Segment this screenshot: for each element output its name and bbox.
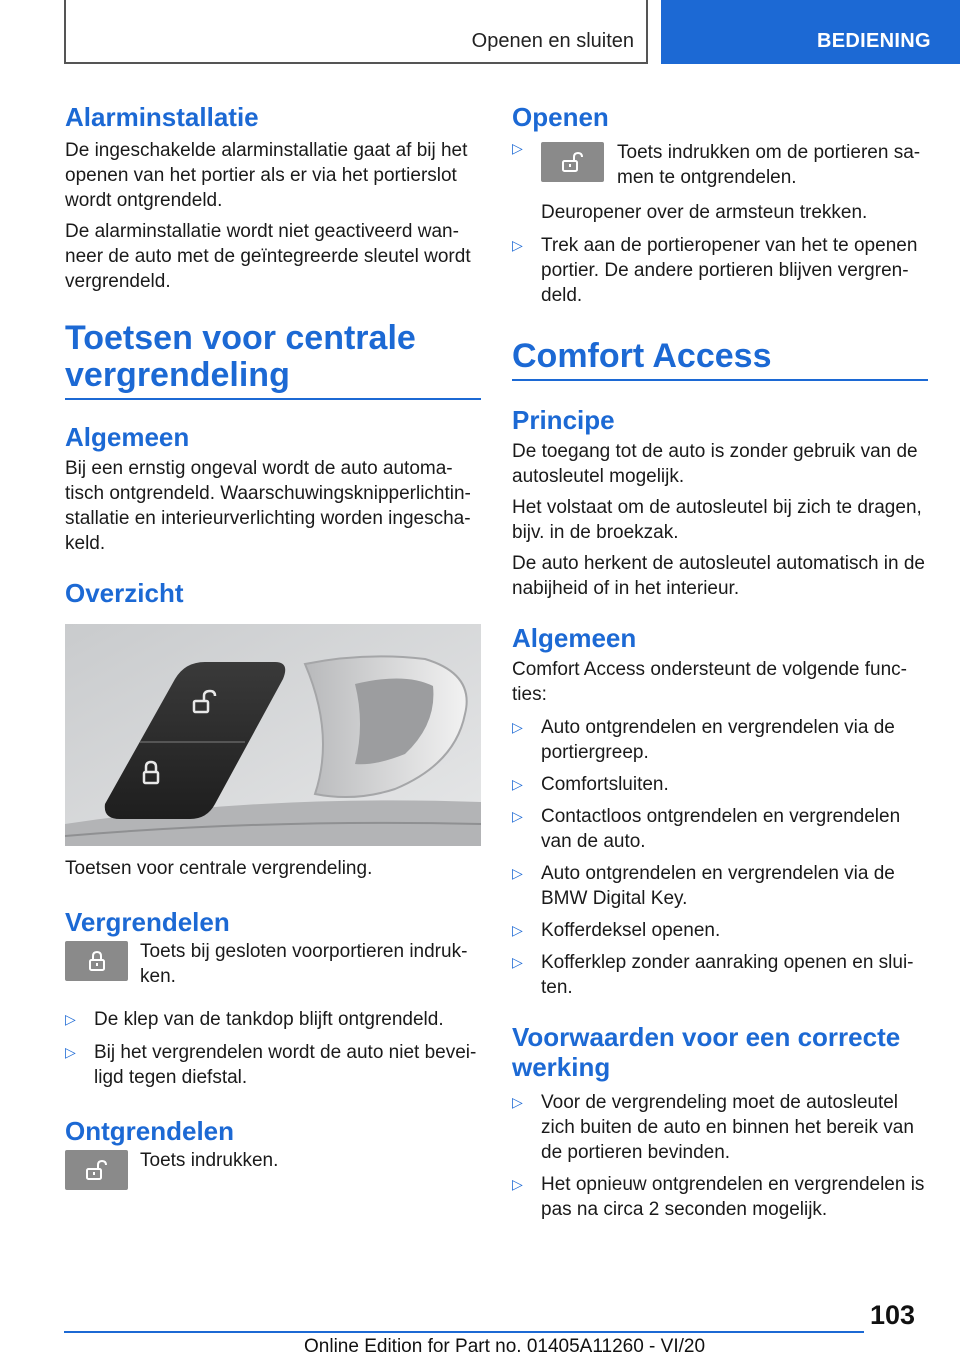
bullet-triangle-icon: ▷ — [512, 237, 523, 253]
principle-paragraph-1: De toegang tot de auto is zonder gebruik van de autosleutel mogelijk. — [512, 441, 918, 487]
unlock-icon — [561, 151, 585, 173]
photo-caption: Toetsen voor centrale vergrendeling. — [65, 858, 373, 879]
list-item: ▷ Kofferdeksel openen. — [512, 920, 721, 941]
header-section-box — [64, 0, 648, 64]
principle-paragraph-2: Het volstaat om de autosleutel bij zich te dragen, bijv. in de broekzak. — [512, 497, 922, 543]
unlock-icon — [85, 1159, 109, 1181]
header-chapter-tab[interactable] — [661, 0, 960, 64]
list-item: ▷ Trek aan de portieropener van het te openen portier. De andere portieren blijven vergren-deld. — [512, 235, 918, 306]
list-item: ▷ De klep van de tankdop blijft ontgrendeld. — [65, 1009, 444, 1030]
requirements-title: Voorwaarden voor een correcte werking — [512, 1022, 901, 1082]
lock-title: Vergrendelen — [65, 907, 230, 937]
header-section: Openen en sluiten — [471, 30, 634, 52]
alarm-title: Alarminstallatie — [65, 102, 259, 132]
bullet-triangle-icon: ▷ — [512, 1094, 523, 1110]
unlock-title: Ontgrendelen — [65, 1116, 235, 1146]
list-item: ▷ Auto ontgrendelen en vergrendelen via de portiergreep. — [512, 717, 895, 763]
open-key-row — [512, 140, 928, 190]
lock-key[interactable] — [65, 941, 128, 981]
lock-bullets — [65, 1007, 481, 1090]
footer-divider — [64, 1331, 864, 1333]
list-item: ▷ Auto ontgrendelen en vergrendelen via de BMW Digital Key. — [512, 863, 895, 909]
principle-title: Principe — [512, 405, 615, 435]
left-column — [65, 98, 481, 1188]
alarm-paragraph-1: De ingeschakelde alarminstallatie gaat af bij het openen van het portier als er via het portierslot wordt ontgrendeld. — [65, 140, 468, 211]
list-item: ▷ Voor de vergrendeling moet de autosleutel zich buiten de auto en binnen het bereik van de portieren bevinden. — [512, 1092, 914, 1163]
list-item: ▷ Bij het vergrendelen wordt de auto niet bevei-ligd tegen diefstal. — [65, 1042, 477, 1088]
open-key-text: Toets indrukken om de portieren sa-men te ontgrendelen. — [617, 142, 921, 188]
lock-key-text: Toets bij gesloten voorportieren indruk-ken. — [140, 941, 468, 987]
list-item: ▷ Comfortsluiten. — [512, 774, 669, 795]
unlock-key-row — [65, 1148, 481, 1188]
bullet-triangle-icon: ▷ — [512, 719, 523, 735]
general-title-right: Algemeen — [512, 623, 637, 653]
bullet-triangle-icon: ▷ — [512, 865, 523, 881]
open-key-follow: Deuropener over de armsteun trekken. — [541, 202, 868, 223]
overview-title: Overzicht — [65, 578, 184, 608]
general-paragraph: Bij een ernstig ongeval wordt de auto automa-tisch ontgrendeld. Waarschuwingsknipperlichtin-stallatie en interieurverlichting worden ingescha-keld. — [65, 458, 471, 554]
lock-key-row — [65, 939, 481, 989]
unlock-key-text: Toets indrukken. — [140, 1150, 279, 1171]
unlock-key[interactable] — [65, 1150, 128, 1190]
bullet-triangle-icon: ▷ — [512, 922, 523, 938]
header-chapter: BEDIENING — [817, 30, 931, 52]
right-column — [512, 98, 928, 1222]
bullet-triangle-icon: ▷ — [512, 954, 523, 970]
list-item: ▷ Het opnieuw ontgrendelen en vergrendelen is pas na circa 2 seconden mogelijk. — [512, 1174, 925, 1220]
alarm-paragraph-2: De alarminstallatie wordt niet geactiveerd wan-neer de auto met de geïntegreerde sleutel wordt vergrendeld. — [65, 221, 471, 292]
list-item: ▷ Contactloos ontgrendelen en vergrendelen van de auto. — [512, 806, 901, 852]
function-bullets — [512, 715, 928, 1000]
bullet-triangle-icon: ▷ — [65, 1011, 76, 1027]
bullet-triangle-icon: ▷ — [512, 808, 523, 824]
main-section-title: Toetsen voor centrale vergrendeling — [65, 320, 481, 400]
list-item: ▷ Kofferklep zonder aanraking openen en slui-ten. — [512, 952, 914, 998]
bullet-triangle-icon: ▷ — [512, 1176, 523, 1192]
requirements-bullets — [512, 1090, 928, 1222]
general-paragraph-right: Comfort Access ondersteunt de volgende func-ties: — [512, 659, 908, 705]
bullet-triangle-icon: ▷ — [65, 1044, 76, 1060]
open-title: Openen — [512, 102, 609, 132]
bullet-triangle-icon: ▷ — [512, 776, 523, 792]
footer-edition: Online Edition for Part no. 01405A11260 - VI/20 — [304, 1336, 706, 1357]
page-number: 103 — [870, 1300, 916, 1330]
open-unlock-key[interactable] — [541, 142, 604, 182]
open-bullets — [512, 233, 928, 308]
principle-paragraph-3: De auto herkent de autosleutel automatisch in de nabijheid of in het interieur. — [512, 553, 925, 599]
general-title: Algemeen — [65, 422, 190, 452]
lock-icon — [86, 950, 108, 972]
door-lock-buttons-photo — [65, 624, 481, 846]
comfort-access-title: Comfort Access — [512, 338, 928, 381]
bullet-triangle-icon: ▷ — [512, 140, 523, 156]
